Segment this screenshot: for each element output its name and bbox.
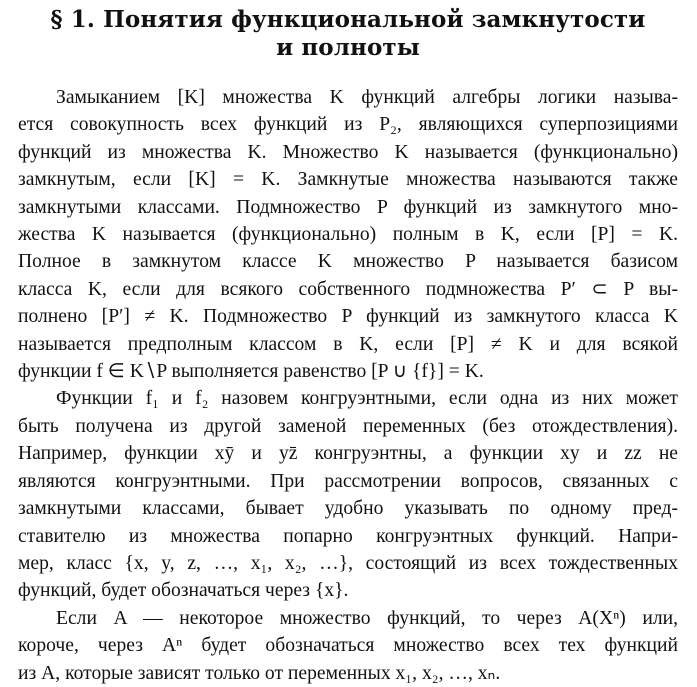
text-line: быть получена из другой заменой переменных (без отождествления).	[18, 415, 678, 437]
text-line: функций из множества K. Множество K называется (функционально)	[18, 141, 678, 163]
text-line: Полное в замкнутом классе K множество P называется базисом	[18, 251, 678, 273]
text-line: Например, функции xȳ и yz̄ конгруэнтны, а функции xy и zz не	[18, 443, 678, 465]
section-title-line-1: § 1. Понятия функциональной замкнутости	[50, 6, 646, 33]
text-line: функций, будет обозначаться через {x}.	[18, 580, 349, 602]
text-line: класса K, если для всякого собственного подмножества P′ ⊂ P вы-	[18, 278, 678, 300]
document-page	[18, 6, 678, 687]
text-line: ставителю из множества попарно конгруэнтных функций. Напри-	[18, 525, 678, 547]
text-line: являются конгруэнтными. При рассмотрении вопросов, связанных с	[18, 470, 678, 492]
text-line: из A, которые зависят только от переменных x₁, x₂, …, xₙ.	[18, 662, 501, 684]
text-line: мер, класс {x, y, z, …, x₁, x₂, …}, состоящий из всех тождественных	[18, 552, 678, 574]
text-line: Если A — некоторое множество функций, то через A(Xⁿ) или,	[56, 607, 678, 629]
text-line: функции f ∈ K∖P выполняется равенство [P ∪ {f}] = K.	[18, 361, 484, 383]
section-title-line-2: и полноты	[276, 34, 420, 61]
text-line: Функции f₁ и f₂ назовем конгруэнтными, если одна из них может	[56, 388, 678, 410]
text-line: Замыканием [K] множества K функций алгебры логики называ-	[56, 87, 678, 108]
text-line: полнено [P′] ≠ K. Подмножество P функций из замкнутого класса K	[18, 306, 678, 328]
text-line: называется предполным классом в K, если [P] ≠ K и для всякой	[18, 333, 678, 355]
text-line: замкнутыми классами. Подмножество P функций из замкнутого мно-	[18, 196, 678, 218]
text-line: ется совокупность всех функций из P₂, являющихся суперпозициями	[18, 114, 678, 136]
paragraph-congruent-functions	[18, 385, 678, 604]
text-line: замкнутым, если [K] = K. Замкнутые множества называются также	[18, 169, 678, 191]
paragraph-closure-definitions	[18, 84, 678, 385]
paragraph-function-sets-notation	[18, 605, 678, 687]
text-line: жества K называется (функционально) полным в K, если [P] = K.	[18, 224, 678, 246]
text-line: замкнутыми классами, бывает удобно указывать по одному пред-	[18, 498, 678, 520]
text-line: короче, через Aⁿ будет обозначаться множество всех тех функций	[18, 635, 678, 657]
section-title	[18, 6, 678, 62]
